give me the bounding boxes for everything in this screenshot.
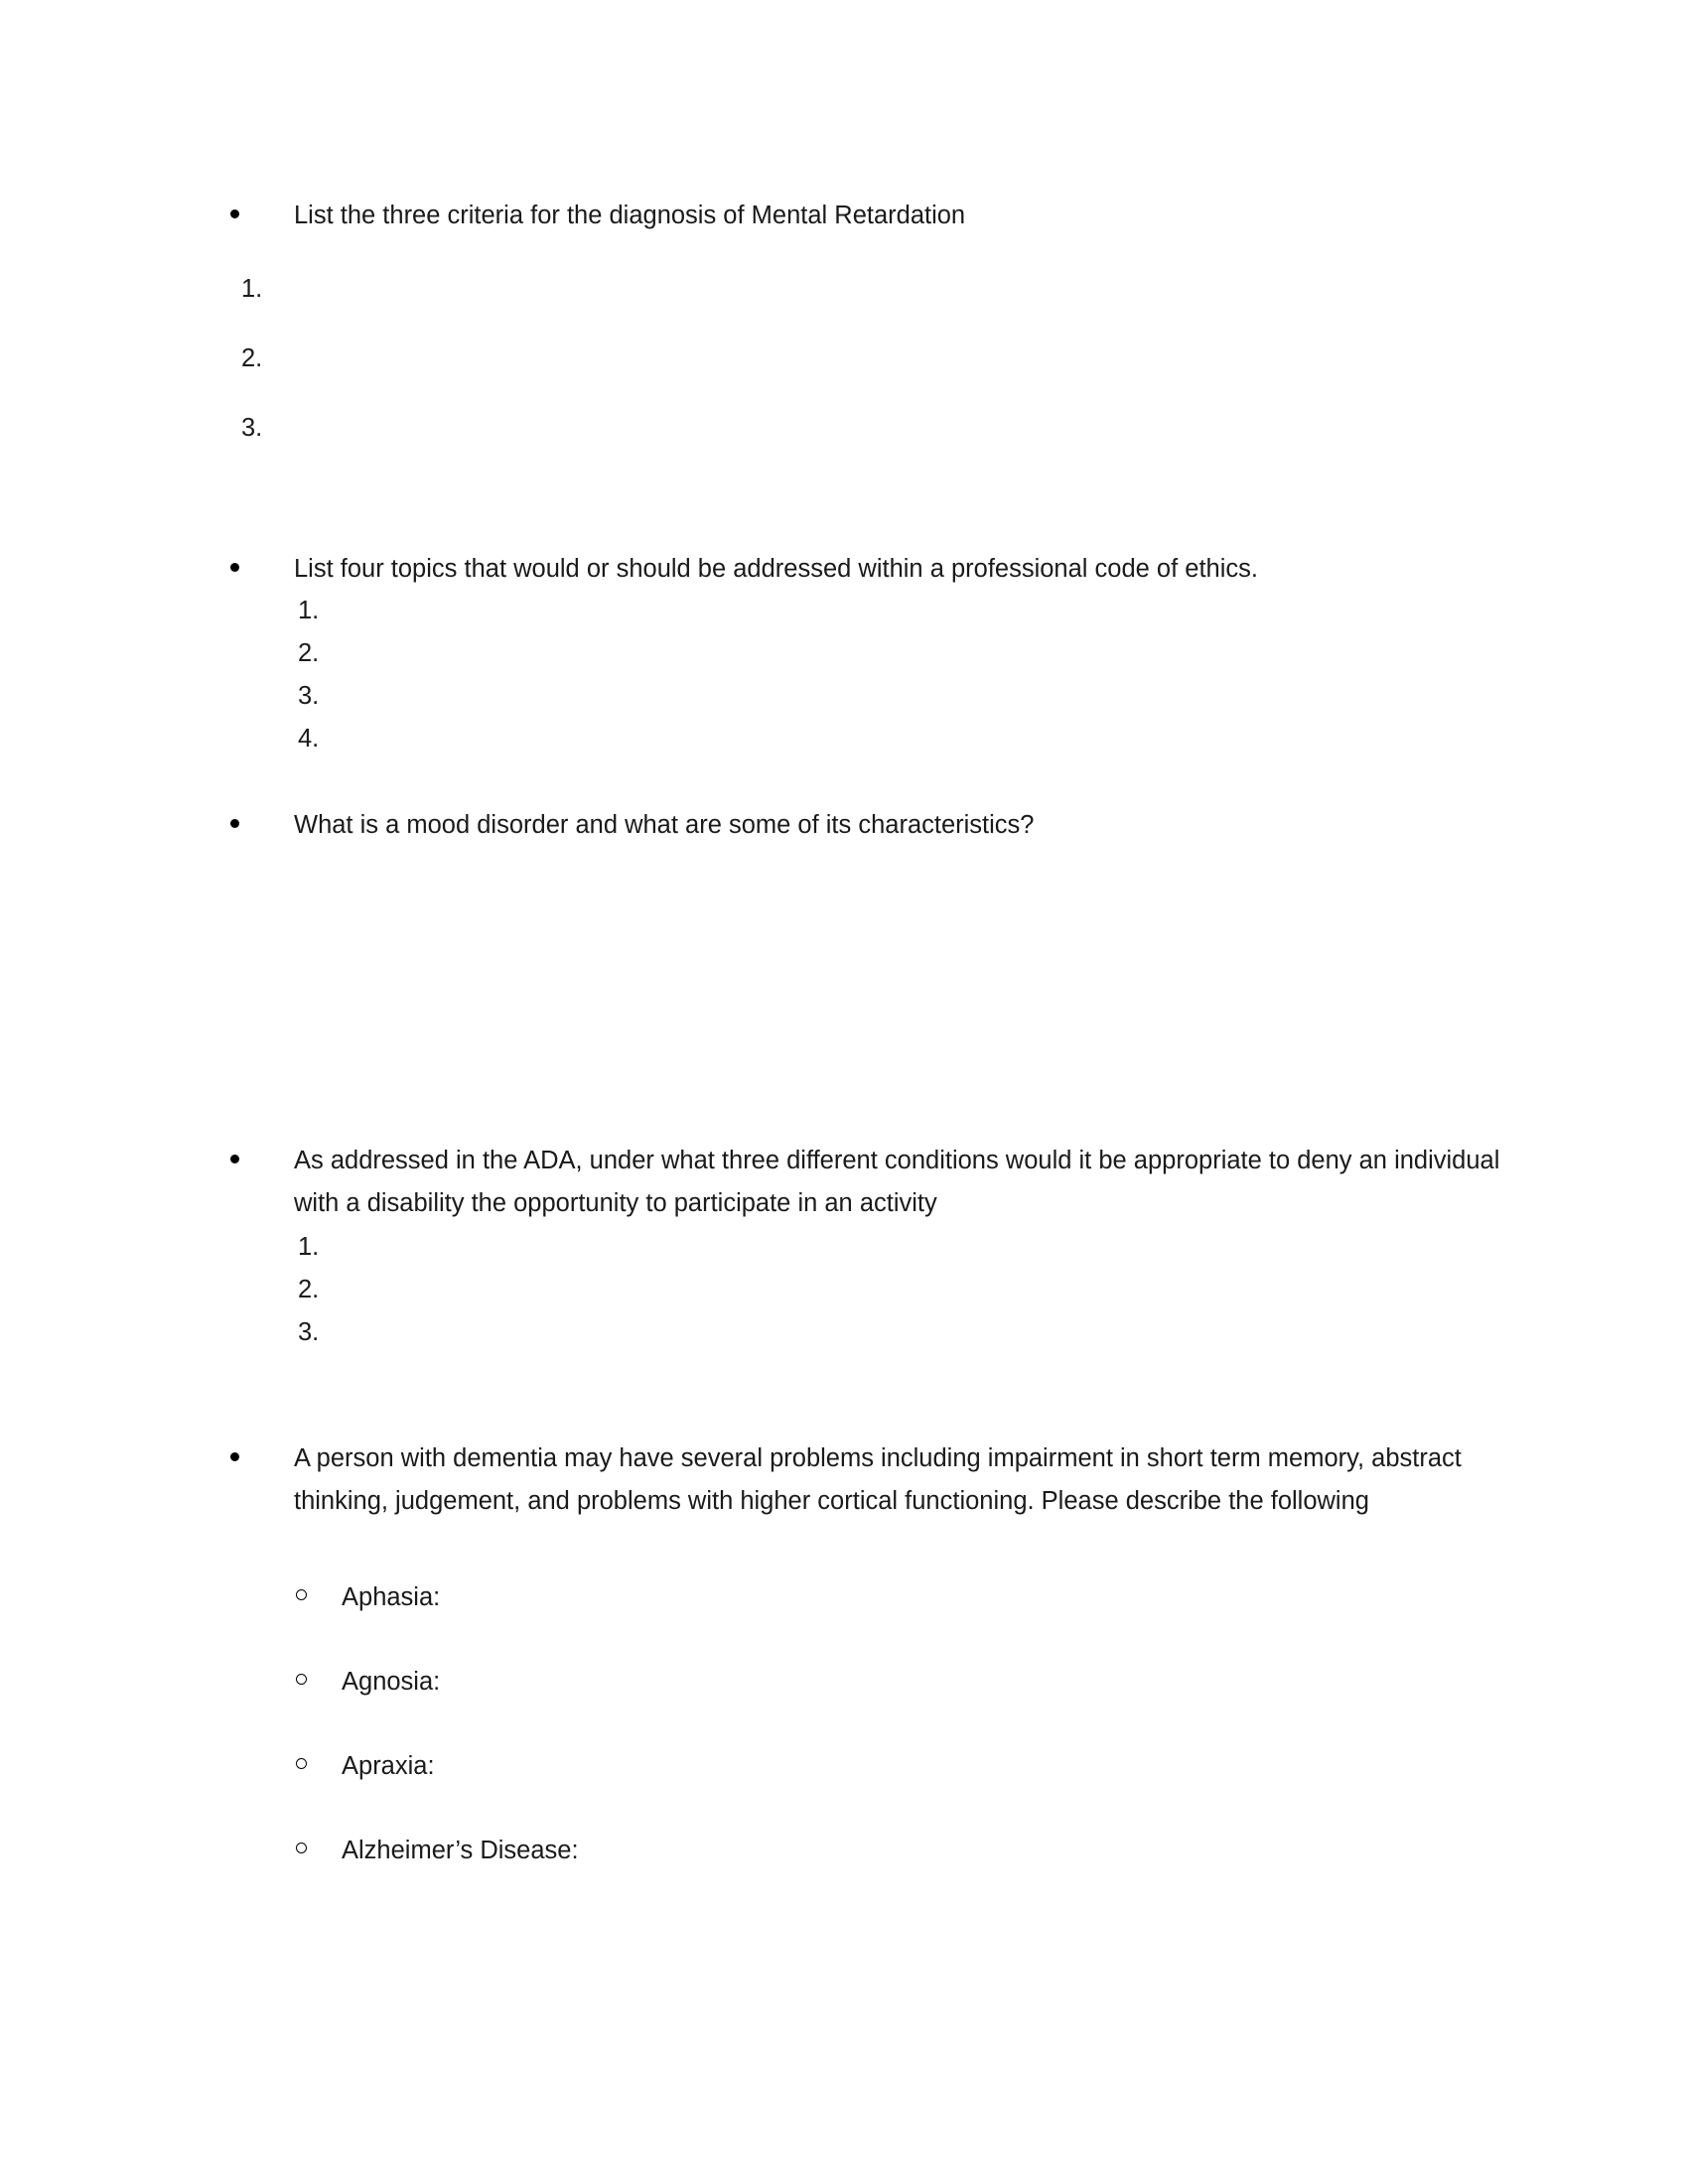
subitem-label: Alzheimer’s Disease: (342, 1837, 579, 1864)
question-2-bullet-row (226, 548, 1517, 591)
question-5-subitem-agnosia (296, 1661, 1190, 1704)
question-2-text: List four topics that would or should be addressed within a professional code of ethics. (294, 555, 1258, 583)
question-5-subitem-apraxia (296, 1745, 1190, 1788)
question-5-subitem-alzheimers (296, 1830, 1190, 1872)
subitem-label: Agnosia: (342, 1668, 441, 1696)
question-2-item-3: 3. (298, 682, 320, 710)
bullet-disc-icon (226, 1437, 294, 1480)
bullet-circle-icon (296, 1830, 342, 1872)
question-1-bullet-row (226, 195, 1517, 237)
question-2-item-4: 4. (298, 725, 320, 752)
question-4-text: As addressed in the ADA, under what three different conditions would it be appropriate to deny an individual with a disability the opportunity to participate in an activity (294, 1147, 1500, 1217)
bullet-circle-icon (296, 1576, 342, 1619)
question-4-item-1: 1. (298, 1233, 320, 1261)
question-1-item-1: 1. (241, 275, 263, 303)
question-2-item-2: 2. (298, 639, 320, 667)
question-5-subitem-aphasia (296, 1576, 1190, 1619)
question-1-text: List the three criteria for the diagnosis of Mental Retardation (294, 202, 966, 229)
subitem-label: Apraxia: (342, 1752, 435, 1780)
bullet-disc-icon (226, 548, 294, 591)
bullet-disc-icon (226, 195, 294, 237)
bullet-circle-icon (296, 1661, 342, 1704)
question-5-bullet-row (226, 1437, 1507, 1523)
bullet-disc-icon (226, 804, 294, 847)
question-4-item-2: 2. (298, 1276, 320, 1303)
question-4-bullet-row (226, 1140, 1502, 1225)
question-2-item-1: 1. (298, 597, 320, 624)
question-1-item-3: 3. (241, 414, 263, 442)
question-5-text: A person with dementia may have several problems including impairment in short term memory, abstract thinking, judgement, and problems with higher cortical functioning. Please describe the following (294, 1444, 1462, 1515)
bullet-circle-icon (296, 1745, 342, 1788)
question-3-bullet-row (226, 804, 1517, 847)
question-3-text: What is a mood disorder and what are some of its characteristics? (294, 811, 1035, 839)
subitem-label: Aphasia: (342, 1583, 441, 1611)
question-1-item-2: 2. (241, 344, 263, 372)
question-4-item-3: 3. (298, 1318, 320, 1346)
bullet-disc-icon (226, 1140, 294, 1182)
